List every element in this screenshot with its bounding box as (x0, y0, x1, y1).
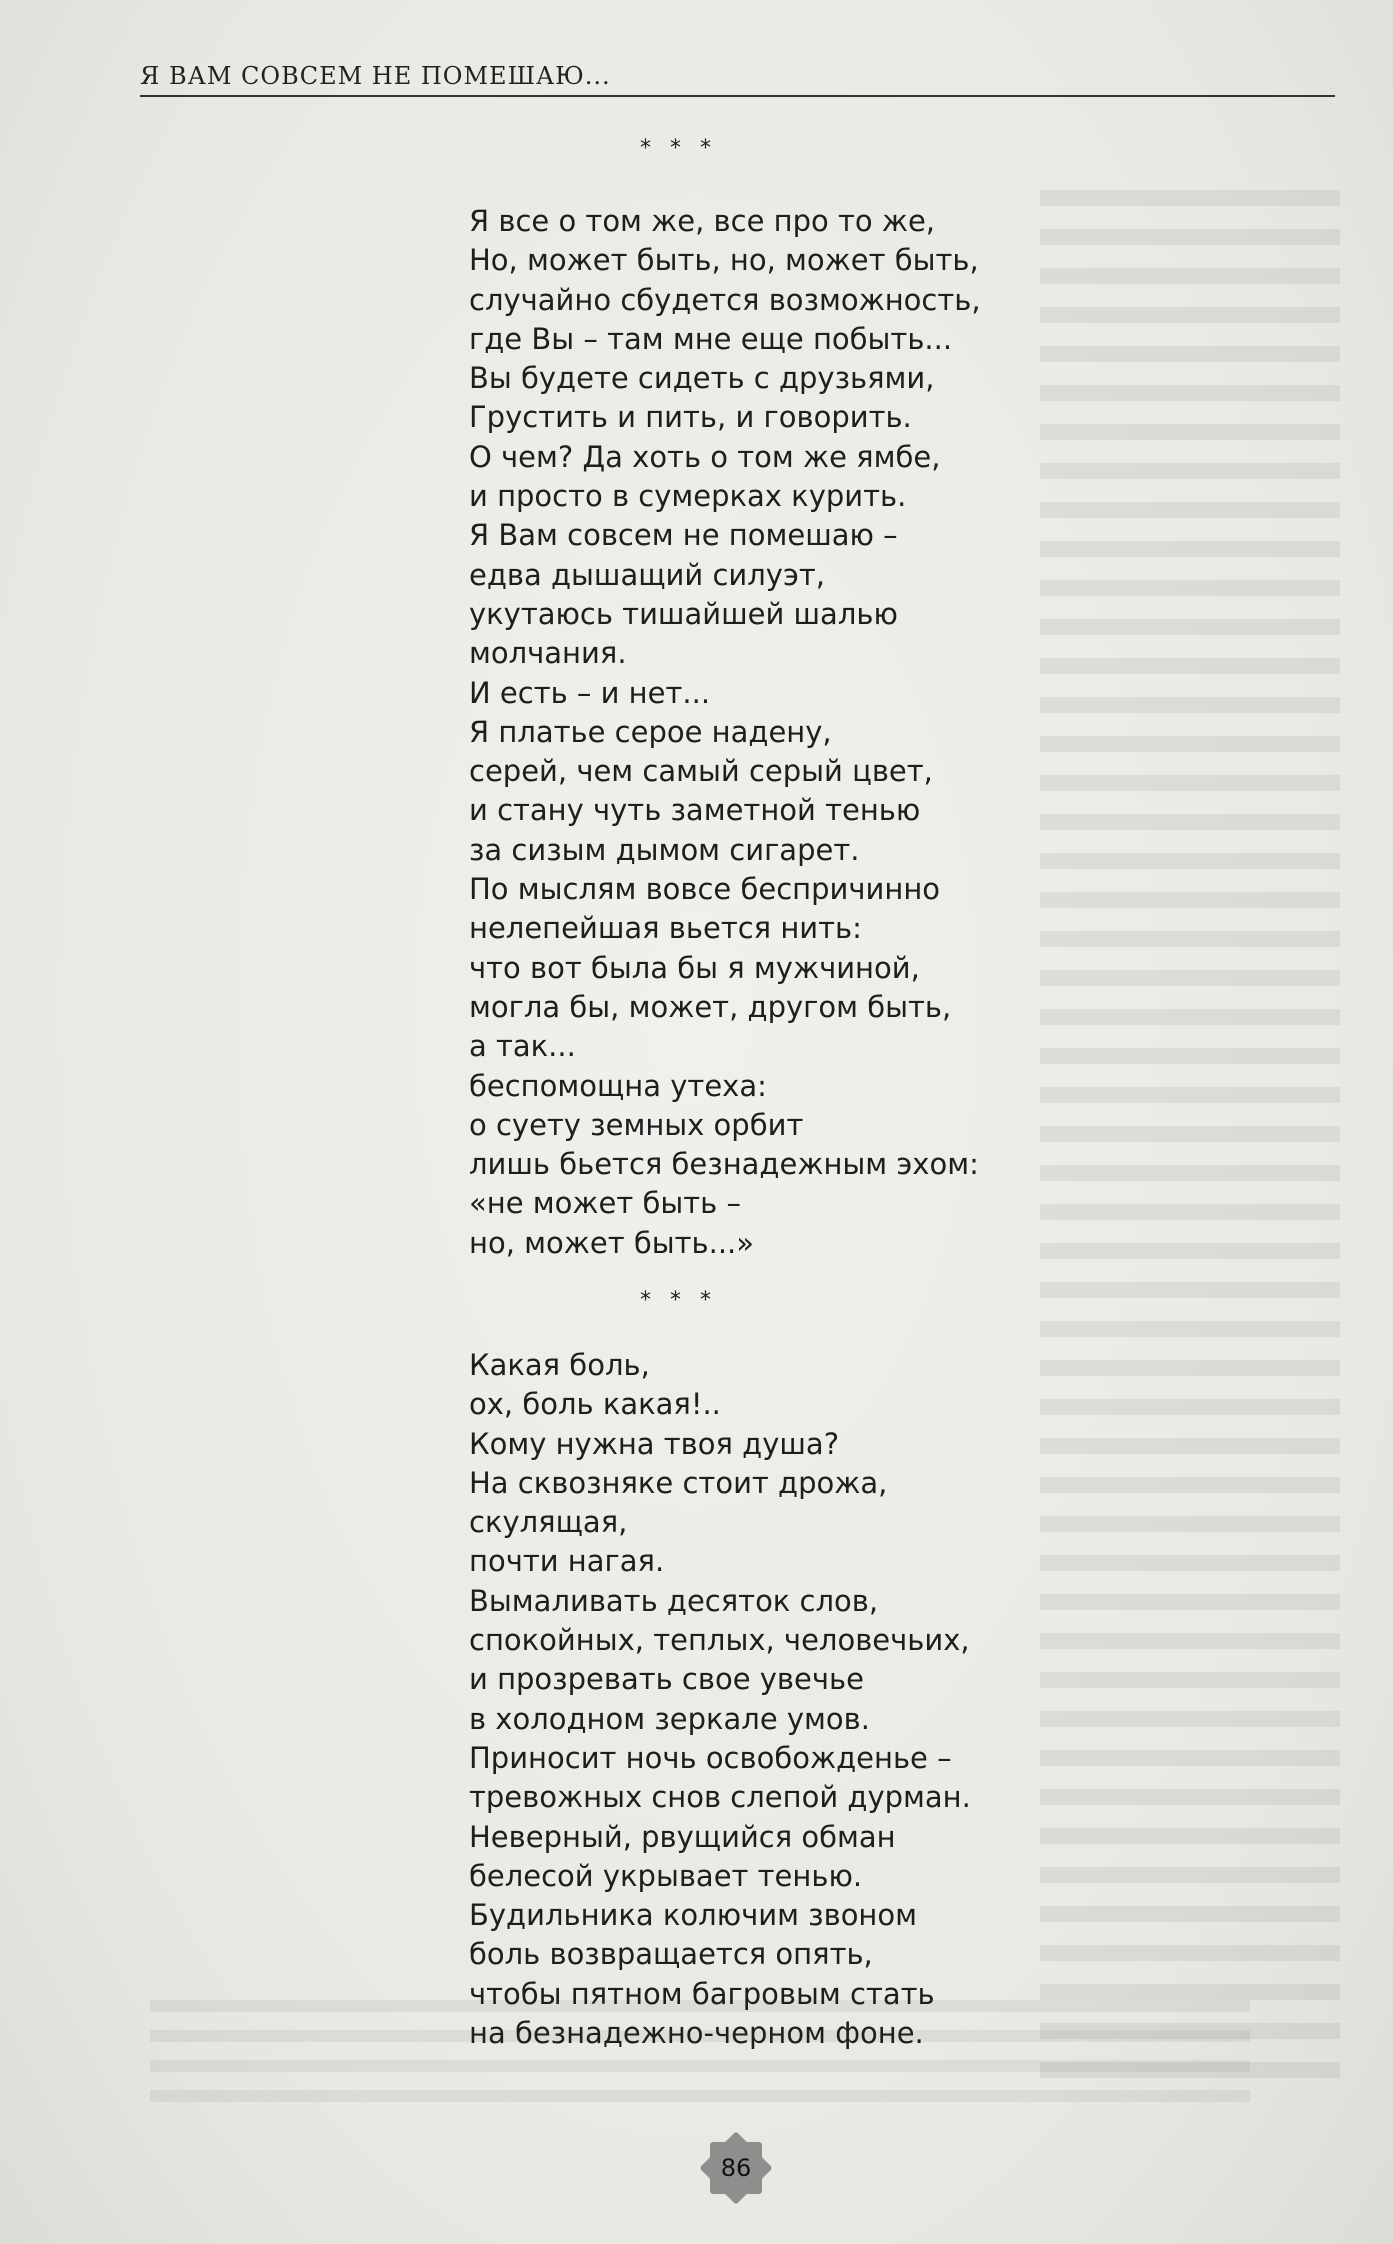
poem-line: за сизым дымом сигарет. (469, 832, 860, 867)
poem-line: беспомощна утеха: (469, 1068, 767, 1103)
poem-line: спокойных, теплых, человечьих, (469, 1623, 970, 1658)
page-number-badge (696, 2128, 776, 2208)
poem-line: тревожных снов слепой дурман. (469, 1780, 971, 1815)
poem-line: «не может быть – (469, 1186, 741, 1221)
poem-line: серей, чем самый серый цвет, (469, 754, 933, 789)
poem (469, 202, 981, 1263)
poem-line: почти нагая. (469, 1544, 665, 1579)
poem-line: чтобы пятном багровым стать (469, 1976, 935, 2011)
poem-line: Вы будете сидеть с друзьями, (469, 361, 935, 396)
poem-line: лишь бьется безнадежным эхом: (469, 1147, 979, 1182)
poem-line: Будильника колючим звоном (469, 1898, 918, 1933)
section-separator: * * * (640, 1288, 717, 1313)
poem-line: Грустить и пить, и говорить. (469, 400, 912, 435)
poem-line: Неверный, рвущийся обман (469, 1819, 896, 1854)
poem-line: Кому нужна твоя душа? (469, 1426, 840, 1461)
poem-line: что вот была бы я мужчиной, (469, 950, 920, 985)
poem-line: Приносит ночь освобожденье – (469, 1740, 952, 1775)
poem-line: едва дышащий силуэт, (469, 557, 825, 592)
header-rule (140, 95, 1335, 97)
page-number: 86 (720, 2154, 752, 2182)
poem-line: белесой укрывает тенью. (469, 1858, 863, 1893)
poem-line: о суету земных орбит (469, 1107, 804, 1142)
poem-line: Но, может быть, но, может быть, (469, 243, 979, 278)
running-head: Я ВАМ СОВСЕМ НЕ ПОМЕШАЮ... (140, 62, 611, 90)
poem-line: и просто в сумерках курить. (469, 479, 907, 514)
poem-line: и прозревать свое увечье (469, 1662, 864, 1697)
poem-line: И есть – и нет... (469, 675, 711, 710)
poem-line: Я платье серое надену, (469, 714, 832, 749)
poem (469, 1346, 971, 2053)
poem-line: ох, боль какая!.. (469, 1387, 721, 1422)
poem-line: на безнадежно-черном фоне. (469, 2016, 924, 2051)
poem-line: Вымаливать десяток слов, (469, 1583, 879, 1618)
poem-line: случайно сбудется возможность, (469, 282, 981, 317)
poem-line: боль возвращается опять, (469, 1937, 873, 1972)
poem-line: укутаюсь тишайшей шалью (469, 596, 898, 631)
poem-line: и стану чуть заметной тенью (469, 793, 921, 828)
poem-line: нелепейшая вьется нить: (469, 911, 862, 946)
poem-line: Я Вам совсем не помешаю – (469, 518, 898, 553)
poem-line: По мыслям вовсе беспричинно (469, 872, 941, 907)
poem-line: Я все о том же, все про то же, (469, 204, 936, 238)
poem-line: скулящая, (469, 1505, 628, 1540)
poem-line: в холодном зеркале умов. (469, 1701, 870, 1736)
poem-line: На сквозняке стоит дрожа, (469, 1465, 888, 1500)
poem-line: могла бы, может, другом быть, (469, 989, 952, 1024)
poem-line: Какая боль, (469, 1348, 650, 1382)
bleed-through-texture (1040, 190, 1340, 2090)
section-separator: * * * (640, 136, 717, 161)
poem-line: а так... (469, 1029, 576, 1064)
poem-line: где Вы – там мне еще побыть... (469, 321, 953, 356)
poem-line: но, может быть...» (469, 1225, 755, 1260)
poem-line: молчания. (469, 636, 627, 671)
poem-line: О чем? Да хоть о том же ямбе, (469, 439, 941, 474)
